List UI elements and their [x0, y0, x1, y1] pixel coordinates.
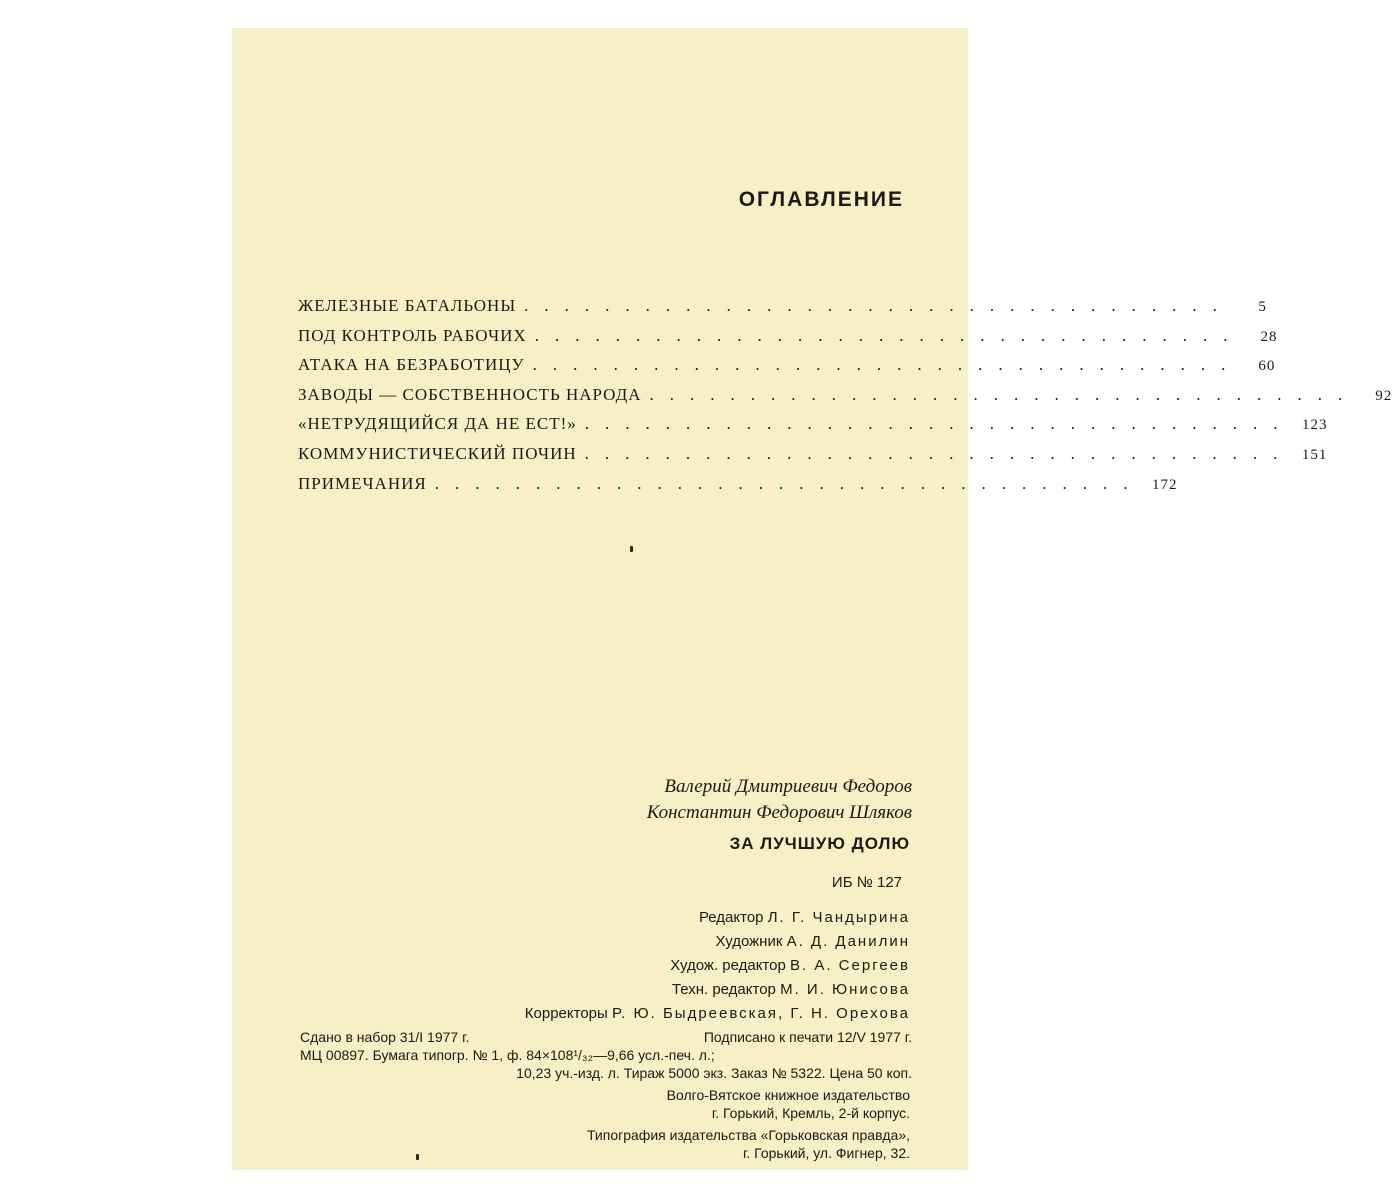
publisher-address: г. Горький, Кремль, 2-й корпус.	[711, 1105, 910, 1121]
toc-entry	[298, 296, 1267, 326]
publisher-name: Волго-Вятское книжное издательство	[666, 1087, 910, 1103]
credit-name: М. И. Юнисова	[780, 981, 910, 998]
printer-address: г. Горький, ул. Фигнер, 32.	[743, 1145, 910, 1161]
toc-entry-page: 28	[1260, 328, 1278, 345]
toc-entry	[298, 384, 1392, 415]
credit-name: Р. Ю. Быдреевская, Г. Н. Орехова	[611, 1005, 910, 1022]
toc-leader-dots: ...................................	[584, 443, 1294, 463]
toc-leader-dots: ...................................	[524, 296, 1233, 315]
imprint-circulation: 10,23 уч.-изд. л. Тираж 5000 экз. Заказ № 5322. Цена 50 коп.	[516, 1065, 912, 1081]
credit-line	[525, 1002, 910, 1026]
table-of-contents	[298, 296, 1392, 503]
toc-entry-title: ЗАВОДЫ — СОБСТВЕННОСТЬ НАРОДА	[298, 384, 642, 404]
credit-name: А. Д. Данилин	[786, 933, 910, 950]
imprint-block	[300, 1028, 912, 1082]
credit-line	[525, 978, 910, 1002]
toc-entry-title: КОММУНИСТИЧЕСКИЙ ПОЧИН	[298, 443, 577, 463]
toc-entry-page: 151	[1301, 446, 1328, 463]
print-speck	[630, 546, 633, 552]
imprint-paper-format: МЦ 00897. Бумага типогр. № 1, ф. 84×108¹/₃₂—9,66 усл.-печ. л.;	[300, 1047, 715, 1063]
toc-entry-page: 60	[1258, 358, 1276, 375]
imprint-line	[300, 1046, 912, 1064]
toc-leader-dots: ...................................	[534, 325, 1244, 345]
toc-entry-page: 5	[1258, 299, 1267, 315]
authors-block	[647, 774, 912, 826]
author-name: Константин Федорович Шляков	[646, 802, 912, 823]
toc-entry-title: ЖЕЛЕЗНЫЕ БАТАЛЬОНЫ	[298, 296, 517, 315]
credit-line	[525, 930, 910, 954]
toc-entry	[298, 355, 1276, 385]
credit-line	[525, 954, 910, 978]
imprint-print-date: Подписано к печати 12/V 1977 г.	[703, 1029, 912, 1045]
credit-role: Техн. редактор	[671, 981, 776, 998]
toc-entry	[298, 325, 1278, 356]
credit-name: В. А. Сергеев	[790, 957, 910, 974]
credit-role: Редактор	[698, 909, 764, 926]
imprint-line	[300, 1028, 912, 1046]
printer-block	[587, 1126, 910, 1162]
toc-entry-page: 92	[1375, 387, 1392, 404]
toc-entry	[298, 443, 1328, 474]
book-title: ЗА ЛУЧШУЮ ДОЛЮ	[729, 834, 910, 853]
imprint-typeset-date: Сдано в набор 31/I 1977 г.	[300, 1029, 470, 1045]
toc-leader-dots: ...................................	[649, 384, 1359, 404]
ib-number: ИБ № 127	[831, 874, 902, 891]
credit-name: Л. Г. Чандырина	[767, 909, 910, 926]
credit-role: Художник	[715, 933, 783, 950]
credit-role: Худож. редактор	[670, 957, 786, 974]
toc-leader-dots: ...................................	[434, 473, 1144, 493]
publisher-block	[667, 1086, 910, 1122]
toc-entry	[298, 414, 1328, 444]
book-page	[232, 28, 1392, 1170]
printer-name: Типография издательства «Горьковская правда»,	[587, 1127, 910, 1143]
credits-block	[525, 906, 910, 1026]
toc-entry-page: 123	[1302, 417, 1328, 434]
contents-heading: ОГЛАВЛЕНИЕ	[738, 188, 904, 211]
imprint-line	[300, 1064, 912, 1082]
credit-line	[525, 906, 910, 930]
toc-entry-title: «НЕТРУДЯЩИЙСЯ ДА НЕ ЕСТ!»	[298, 414, 577, 434]
print-speck	[416, 1154, 419, 1160]
toc-entry	[298, 473, 1178, 504]
toc-leader-dots: ...................................	[532, 355, 1242, 375]
toc-entry-title: ПРИМЕЧАНИЯ	[298, 473, 427, 493]
toc-entry-title: АТАКА НА БЕЗРАБОТИЦУ	[298, 355, 525, 375]
author-name: Валерий Дмитриевич Федоров	[664, 776, 912, 797]
toc-entry-page: 172	[1151, 476, 1178, 493]
credit-role: Корректоры	[524, 1005, 608, 1022]
toc-entry-title: ПОД КОНТРОЛЬ РАБОЧИХ	[298, 325, 527, 345]
toc-leader-dots: ...................................	[584, 414, 1294, 434]
